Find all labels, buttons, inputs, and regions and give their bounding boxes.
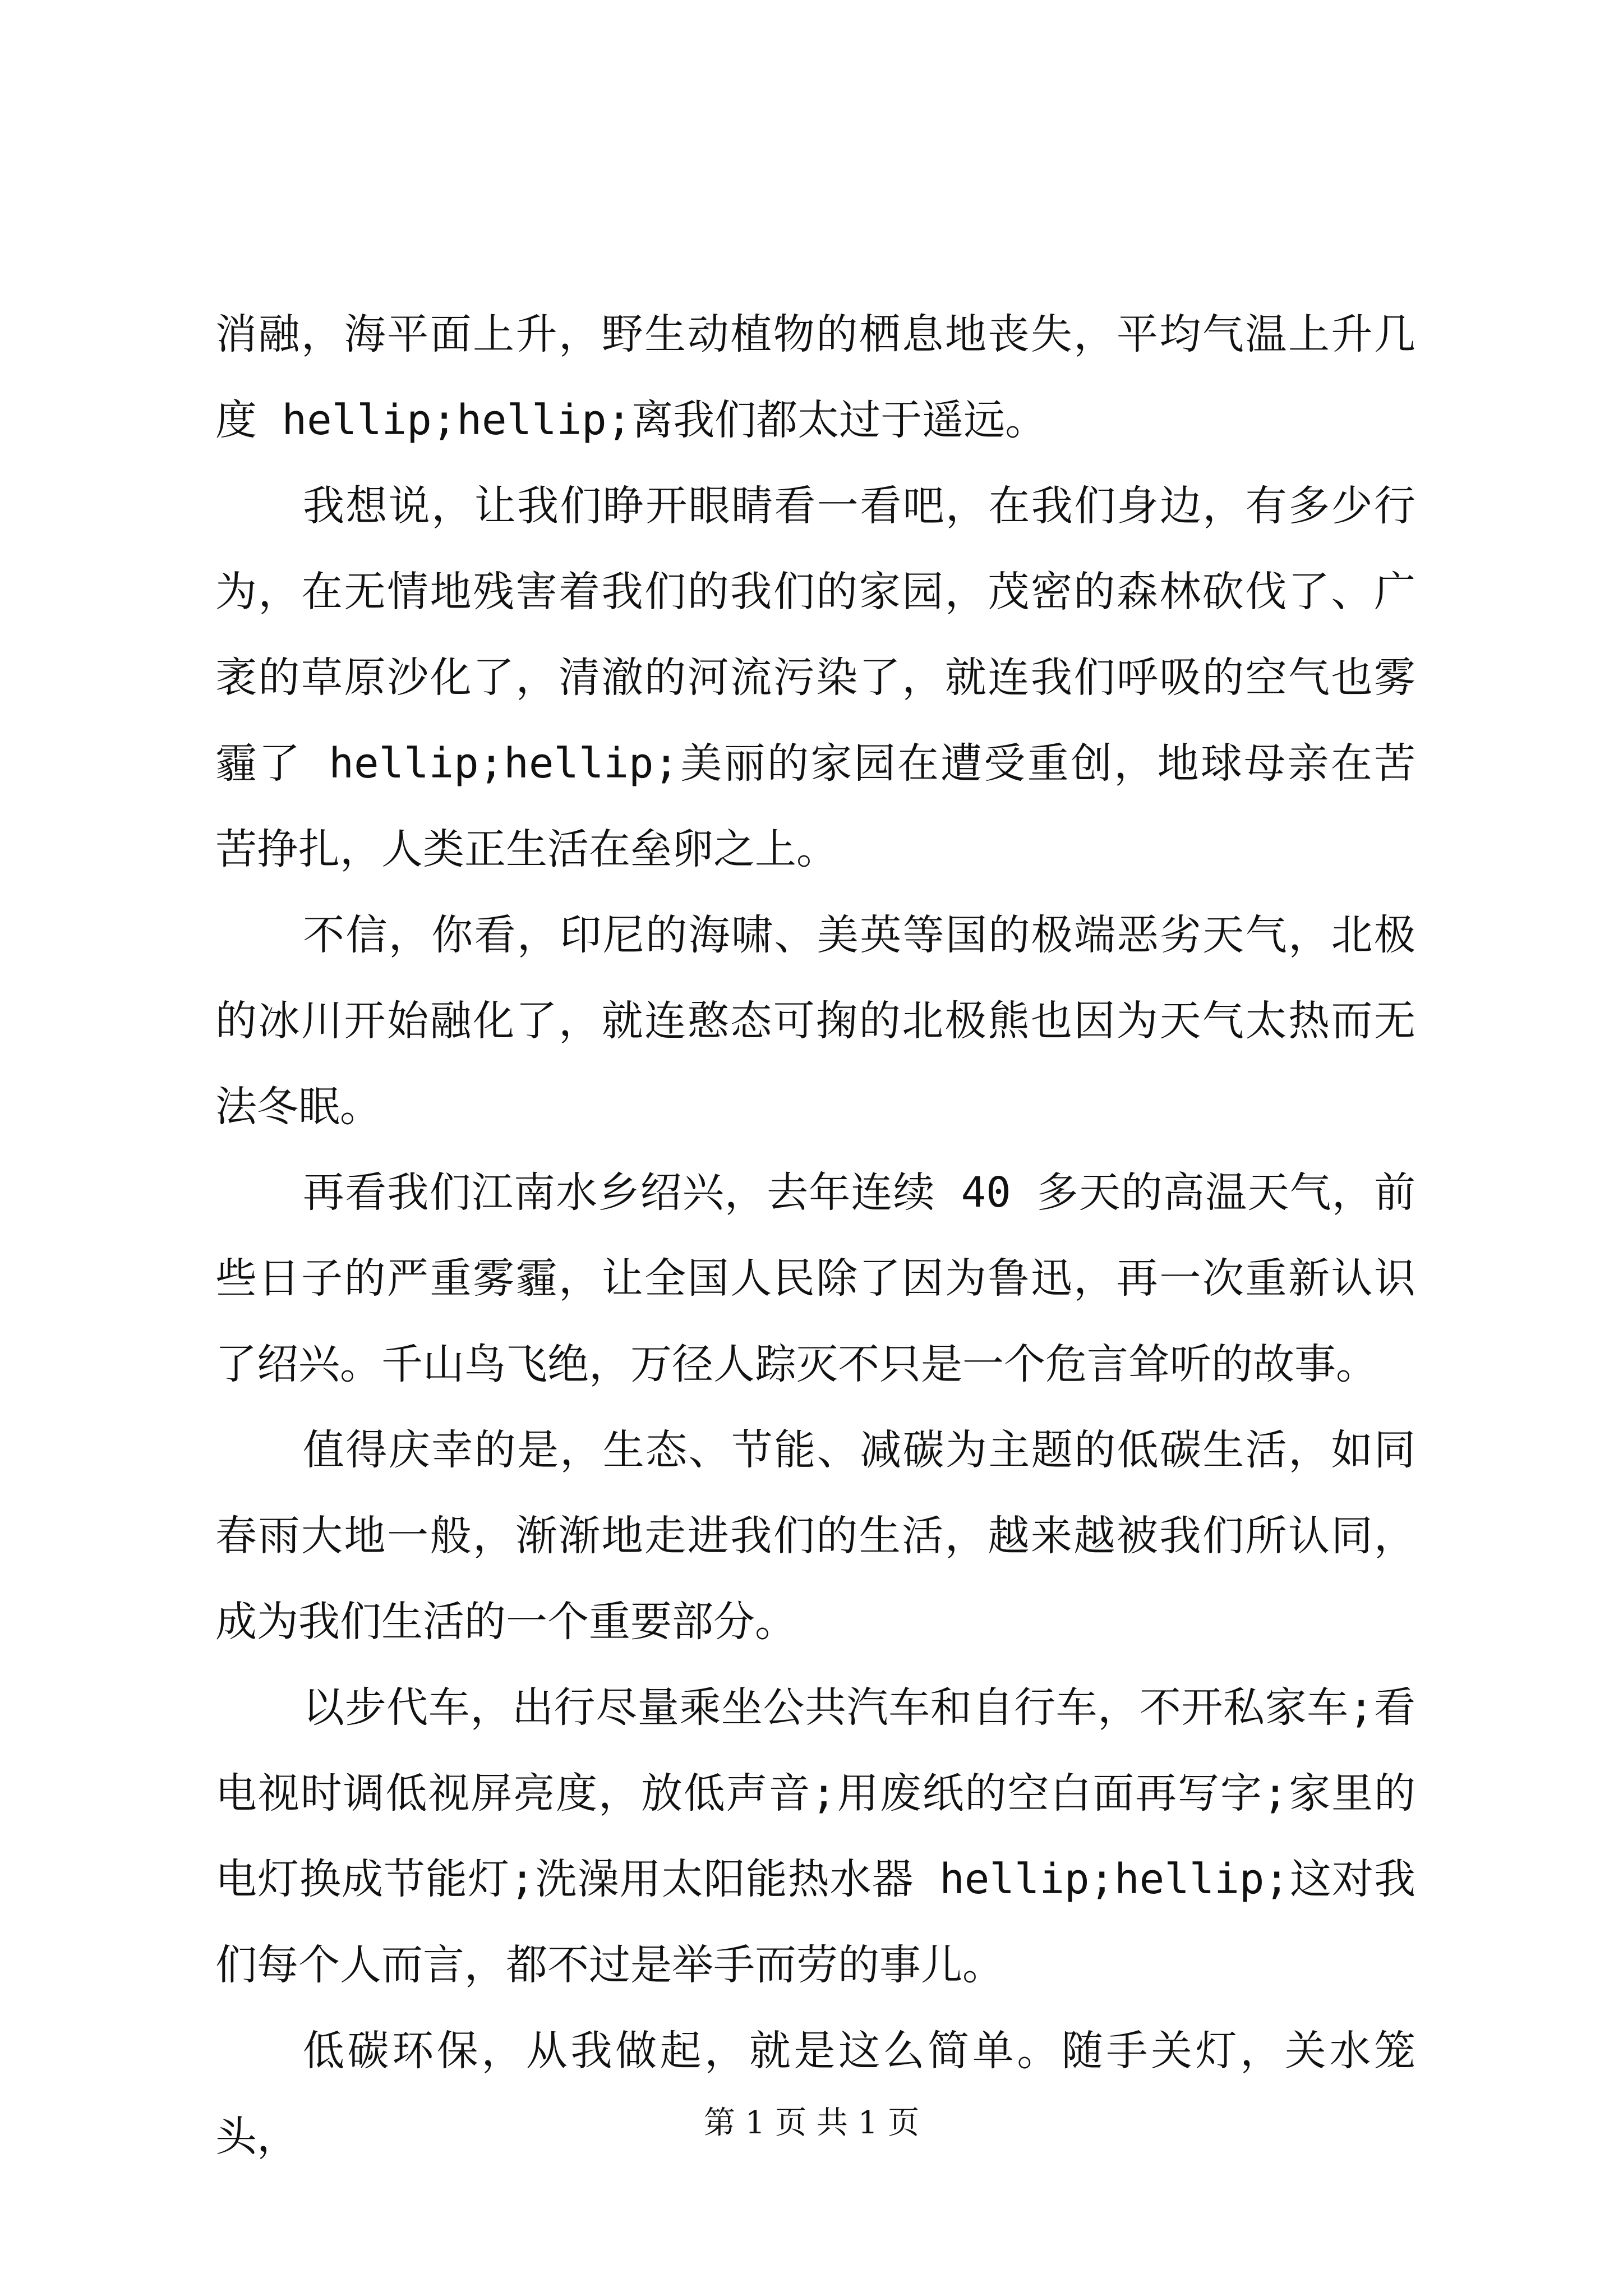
paragraph-5: 值得庆幸的是，生态、节能、减碳为主题的低碳生活，如同春雨大地一般，渐渐地走进我们的生活，越来越被我们所认同，成为我们生活的一个重要部分。 — [215, 1426, 1415, 1646]
paragraph-2: 我想说，让我们睁开眼睛看一看吧，在我们身边，有多少行为，在无情地残害着我们的我们的家园，茂密的森林砍伐了、广袤的草原沙化了，清澈的河流污染了，就连我们呼吸的空气也雾霾了 hellip;hellip;美丽的家园在遭受重创，地球母亲在苦苦挣扎，人类正生活在垒卵之上。 — [215, 482, 1415, 873]
document-body — [215, 292, 1415, 2180]
paragraph-6: 以步代车，出行尽量乘坐公共汽车和自行车，不开私家车;看电视时调低视屏亮度，放低声音;用废纸的空白面再写字;家里的电灯换成节能灯;洗澡用太阳能热水器 hellip;hellip;这对我们每个人而言，都不过是举手而劳的事儿。 — [215, 1683, 1415, 1989]
paragraph-1: 消融，海平面上升，野生动植物的栖息地丧失，平均气温上升几度 hellip;hellip;离我们都太过于遥远。 — [215, 310, 1415, 444]
paragraph-7: 低碳环保，从我做起，就是这么简单。随手关灯，关水笼头， — [215, 2027, 1415, 2161]
paragraph-4: 再看我们江南水乡绍兴，去年连续 40 多天的高温天气，前些日子的严重雾霾，让全国人民除了因为鲁迅，再一次重新认识了绍兴。千山鸟飞绝，万径人踪灭不只是一个危言耸听的故事。 — [215, 1168, 1415, 1388]
page-footer: 第 1 页 共 1 页 — [703, 2105, 920, 2141]
paragraph-3: 不信，你看，印尼的海啸、美英等国的极端恶劣天气，北极的冰川开始融化了，就连憨态可掬的北极熊也因为天气太热而无法冬眠。 — [215, 911, 1415, 1131]
